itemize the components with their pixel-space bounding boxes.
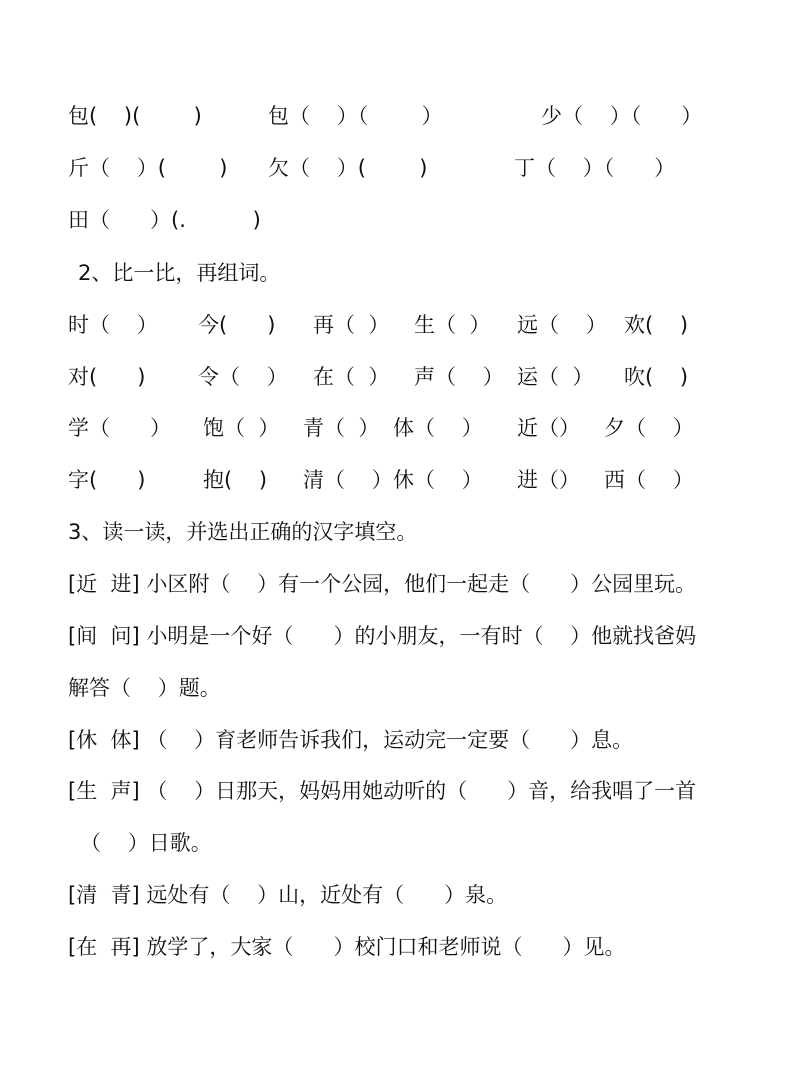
fill-blank-item: 斤（ ）( ) bbox=[68, 156, 228, 180]
fill-blank-item: 包（ ）（ ） bbox=[268, 104, 443, 128]
word-pair-item: 对( ) bbox=[68, 365, 146, 389]
section-heading: 3、读一读，并选出正确的汉字填空。 bbox=[68, 520, 418, 544]
sentence-line: [间 问] 小明是一个好（ ）的小朋友，一有时（ ）他就找爸妈 bbox=[68, 624, 697, 648]
section3-item-2-cont bbox=[0, 673, 221, 703]
word-pair-item: 令（ ） bbox=[198, 365, 288, 389]
section1-row-2 bbox=[0, 153, 676, 183]
fill-blank-item: 田（ ）(. ) bbox=[68, 208, 261, 232]
word-pair-item: 在（ ） bbox=[313, 365, 390, 389]
word-pair-item: 再（ ） bbox=[313, 313, 390, 337]
word-pair-item: 夕（ ） bbox=[604, 416, 694, 440]
fill-blank-item: 包( )( ) bbox=[68, 104, 202, 128]
word-pair-item: 生（ ） bbox=[414, 313, 491, 337]
fill-blank-item: 少（ ）（ ） bbox=[541, 104, 703, 128]
section2-row-1 bbox=[0, 310, 689, 340]
word-pair-item: 远（ ） bbox=[517, 313, 607, 337]
section3-title bbox=[0, 517, 418, 547]
word-pair-item: 时（ ） bbox=[68, 313, 158, 337]
word-pair-item: 声（ ） bbox=[414, 365, 504, 389]
word-pair-item: 欢( ) bbox=[624, 313, 689, 337]
word-pair-item: 抱( ) bbox=[203, 468, 268, 492]
section3-item-4-cont bbox=[0, 828, 212, 858]
word-pair-item: 饱（ ） bbox=[203, 416, 280, 440]
word-pair-item: 今( ) bbox=[198, 313, 276, 337]
section-heading: 2、比一比，再组词。 bbox=[78, 261, 281, 285]
word-pair-item: 休（ ） bbox=[393, 468, 483, 492]
sentence-line: （ ）日歌。 bbox=[80, 831, 212, 855]
sentence-line: [休 体] （ ）育老师告诉我们，运动完一定要（ ）息。 bbox=[68, 728, 634, 752]
section3-item-6 bbox=[0, 932, 626, 962]
word-pair-item: 进（） bbox=[517, 468, 580, 492]
section3-item-3 bbox=[0, 725, 634, 755]
sentence-line: [在 再] 放学了，大家（ ）校门口和老师说（ ）见。 bbox=[68, 935, 626, 959]
word-pair-item: 青（ ） bbox=[303, 416, 380, 440]
word-pair-item: 清（ ） bbox=[303, 468, 393, 492]
word-pair-item: 运（ ） bbox=[517, 365, 594, 389]
section2-row-2 bbox=[0, 362, 689, 392]
section2-row-3 bbox=[0, 413, 694, 443]
word-pair-item: 近（） bbox=[517, 416, 580, 440]
fill-blank-item: 欠（ ）( ) bbox=[268, 156, 428, 180]
word-pair-item: 吹( ) bbox=[624, 365, 689, 389]
sentence-line: [生 声] （ ）日那天，妈妈用她动听的（ ）音，给我唱了一首 bbox=[68, 779, 697, 803]
section2-row-4 bbox=[0, 465, 694, 495]
section3-item-2 bbox=[0, 621, 697, 651]
sentence-line: [清 青] 远处有（ ）山，近处有（ ）泉。 bbox=[68, 883, 508, 907]
section3-item-4 bbox=[0, 776, 697, 806]
section2-title bbox=[0, 258, 281, 288]
section3-item-5 bbox=[0, 880, 508, 910]
word-pair-item: 西（ ） bbox=[604, 468, 694, 492]
word-pair-item: 字( ) bbox=[68, 468, 146, 492]
word-pair-item: 体（ ） bbox=[393, 416, 483, 440]
sentence-line: [近 进] 小区附（ ）有一个公园，他们一起走（ ）公园里玩。 bbox=[68, 572, 697, 596]
fill-blank-item: 丁（ ）（ ） bbox=[514, 156, 676, 180]
section3-item-1 bbox=[0, 569, 697, 599]
section1-row-3 bbox=[0, 205, 261, 235]
section1-row-1 bbox=[0, 101, 703, 131]
sentence-line: 解答（ ）题。 bbox=[68, 676, 221, 700]
word-pair-item: 学（ ） bbox=[68, 416, 172, 440]
